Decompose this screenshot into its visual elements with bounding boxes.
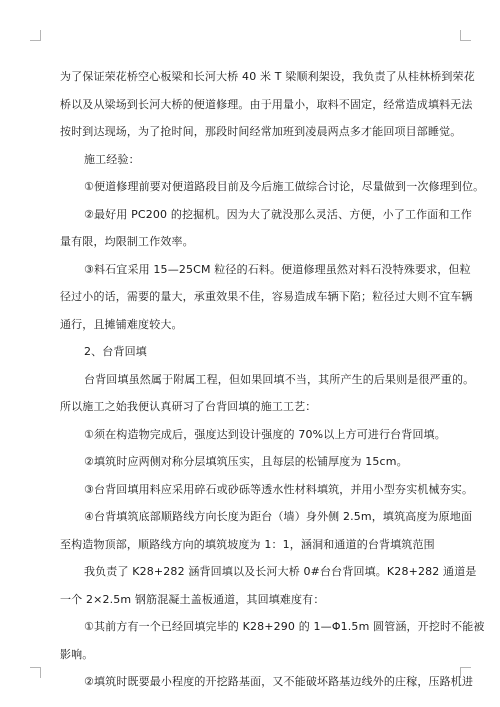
crop-mark-top-right bbox=[460, 30, 471, 41]
text-line: 影响。 bbox=[60, 647, 94, 661]
text-line: 2、台背回填 bbox=[84, 345, 147, 358]
text-line: ①便道修理前要对便道路段目前及今后施工做综合讨论，尽量做到一次修理到位。 bbox=[84, 180, 485, 193]
text-line: ②填筑时应两侧对称分层填筑压实，且每层的松铺厚度为 15cm。 bbox=[84, 455, 408, 468]
text-line: 一个 2×2.5m 钢筋混凝土盖板通道，其回填难度有： bbox=[60, 592, 325, 606]
text-line: 施工经验： bbox=[84, 152, 140, 166]
text-line: ③料石宜采用 15—25CM 粒径的石料。便道修理虽然对料石没特殊要求，但粒 bbox=[84, 262, 471, 276]
text-line: 桥以及从梁场到长河大桥的便道修理。由于用量小，取料不固定，经常造成填料无法 bbox=[60, 97, 473, 111]
text-line: ③台背回填用料应采用碎石或砂砾等透水性材料填筑，并用小型夯实机械夯实。 bbox=[84, 482, 474, 496]
text-line: ②最好用 PC200 的挖掘机。因为大了就没那么灵活、方便，小了工作面和工作 bbox=[84, 207, 472, 221]
crop-mark-top-left bbox=[30, 30, 41, 41]
document-body bbox=[60, 63, 485, 696]
text-line: ①其前方有一个已经回填完毕的 K28+290 的 1—Φ1.5m 圆管涵，开挖时不能被 bbox=[84, 620, 485, 633]
text-line: 为了保证荣花桥空心板梁和长河大桥 40 米 T 梁顺利架设，我负责了从桂林桥到荣花 bbox=[60, 70, 475, 83]
text-line: ②填筑时既要最小程度的开挖路基面，又不能破坏路基边线外的庄稼，压路机进 bbox=[84, 675, 474, 688]
text-line: ④台背填筑底部顺路线方向长度为距台（墙）身外侧 2.5m，填筑高度为原地面 bbox=[84, 510, 473, 523]
text-line: 所以施工之始我便认真研习了台背回填的施工工艺： bbox=[60, 400, 317, 413]
text-line: 按时到达现场，为了抢时间，那段时间经常加班到凌晨两点多才能回项目部睡觉。 bbox=[60, 125, 462, 138]
text-line: 径过小的话，需要的量大，承重效果不佳，容易造成车辆下陷；粒径过大则不宜车辆 bbox=[60, 290, 473, 303]
text-line: 至构造物顶部，顺路线方向的填筑坡度为 1：1，涵洞和通道的台背填筑范围 bbox=[60, 537, 435, 551]
text-line: ①须在构造物完成后，强度达到设计强度的 70%以上方可进行台背回填。 bbox=[84, 427, 446, 441]
text-line: 量有限，均限制工作效率。 bbox=[60, 235, 194, 248]
text-line: 通行，且摊铺难度较大。 bbox=[60, 317, 183, 331]
text-line: 台背回填虽然属于附属工程，但如果回填不当，其所产生的后果则是很严重的。 bbox=[84, 372, 475, 386]
crop-mark-bottom-left bbox=[30, 667, 41, 678]
text-line: 我负责了 K28+282 涵背回填以及长河大桥 0#台台背回填。K28+282 通道是 bbox=[84, 565, 477, 578]
